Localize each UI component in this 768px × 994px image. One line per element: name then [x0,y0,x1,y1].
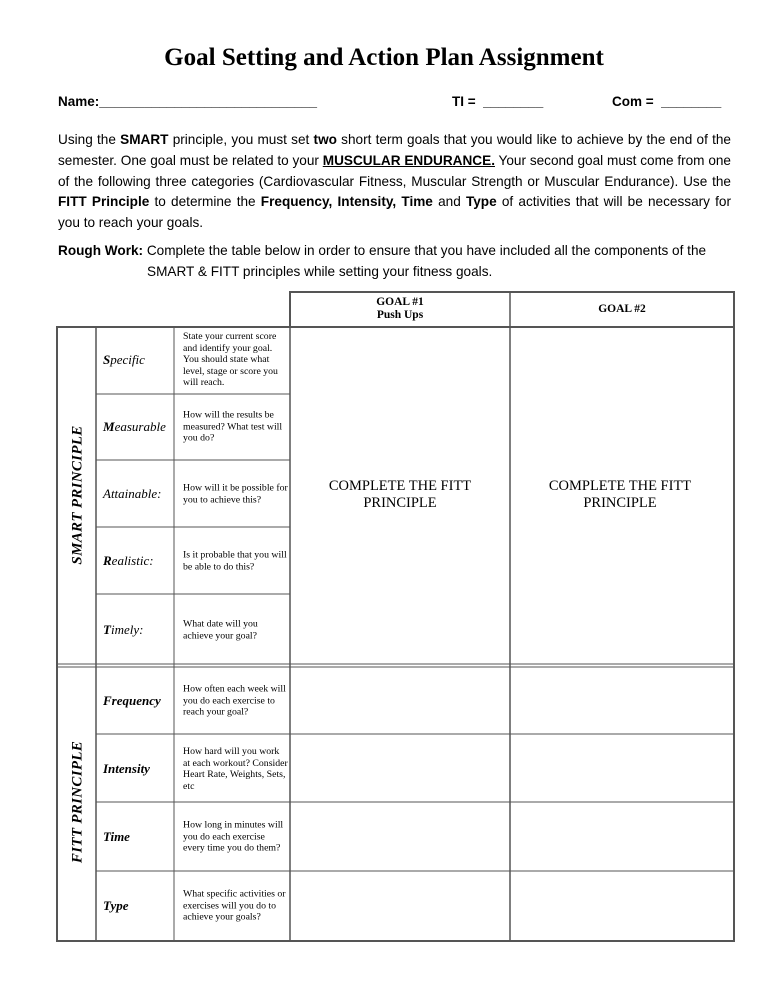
smart-timely-label: Timely: [103,622,144,637]
goal2-intensity-cell[interactable] [511,735,733,802]
fitt-type-label: Type [103,898,129,913]
fitt-frequency-label: Frequency [103,693,161,708]
goal1-intensity-cell[interactable] [291,735,510,802]
goal2-fitt-note: COMPLETE THE FITT PRINCIPLE [548,478,692,511]
rough-work-label: Rough Work: [58,243,144,258]
rough-work-instructions: Rough Work: Complete the table below in order to ensure that you have included all the components of the SMART & FITT principles while setting your fitness goals. [58,243,707,279]
smart-attainable-prompt: How will it be possible for you to achieve this? [183,482,288,505]
goal2-header: GOAL #2 [598,303,646,315]
goal2-frequency-cell[interactable] [511,667,733,734]
goal2-type-cell[interactable] [511,872,733,940]
smart-specific-label: Specific [103,352,145,367]
instructions-paragraph: Using the SMART principle, you must set two short term goals that you would like to achieve by the end of the semester. One goal must be related to your MUSCULAR ENDURANCE. Your second goal must come from one of the following three categories (Cardiovascular Fitness, Muscular Strength or Muscular Endurance). Use the FITT Principle to determine the Frequency, Intensity, Time and Type of activities that will be necessary for you to reach your goals. [58,132,732,231]
page-title: Goal Setting and Action Plan Assignment [164,44,604,71]
smart-principle-label: SMART PRINCIPLE [69,425,86,565]
fitt-intensity-prompt: How hard will you work at each workout? Consider Heart Rate, Weights, Sets, etc [183,745,288,792]
smart-measurable-label: Measurable [103,419,166,434]
com-field[interactable]: Com = ________ [612,94,722,109]
fitt-time-prompt: How long in minutes will you do each exercise every time you do them? [183,819,284,854]
ti-field[interactable]: TI = ________ [452,94,544,109]
goal1-fitt-note: COMPLETE THE FITT PRINCIPLE [328,478,472,511]
smart-realistic-prompt: Is it probable that you will be able to do this? [183,549,287,572]
smart-measurable-prompt: How will the results be measured? What test will you do? [183,409,283,444]
smart-timely-prompt: What date will you achieve your goal? [183,618,258,641]
goal1-frequency-cell[interactable] [291,667,510,734]
fitt-intensity-label: Intensity [103,761,150,776]
fitt-principle-label: FITT PRINCIPLE [69,740,86,864]
goal1-type-cell[interactable] [291,872,510,940]
smart-attainable-label: Attainable: [103,486,162,501]
goal1-header: GOAL #1 Push Ups [376,296,424,321]
fitt-time-label: Time [103,829,130,844]
goal1-time-cell[interactable] [291,803,510,871]
smart-specific-prompt: State your current score and identify your goal. You should state what level, stage or score you will reach. [183,331,278,389]
smart-realistic-label: Realistic: [103,553,154,568]
fitt-frequency-prompt: How often each week will you do each exercise to reach your goal? [183,683,286,718]
fitt-type-prompt: What specific activities or exercises will you do to achieve your goals? [183,888,286,923]
goal2-time-cell[interactable] [511,803,733,871]
name-field[interactable]: Name:_____________________________ [58,94,317,109]
